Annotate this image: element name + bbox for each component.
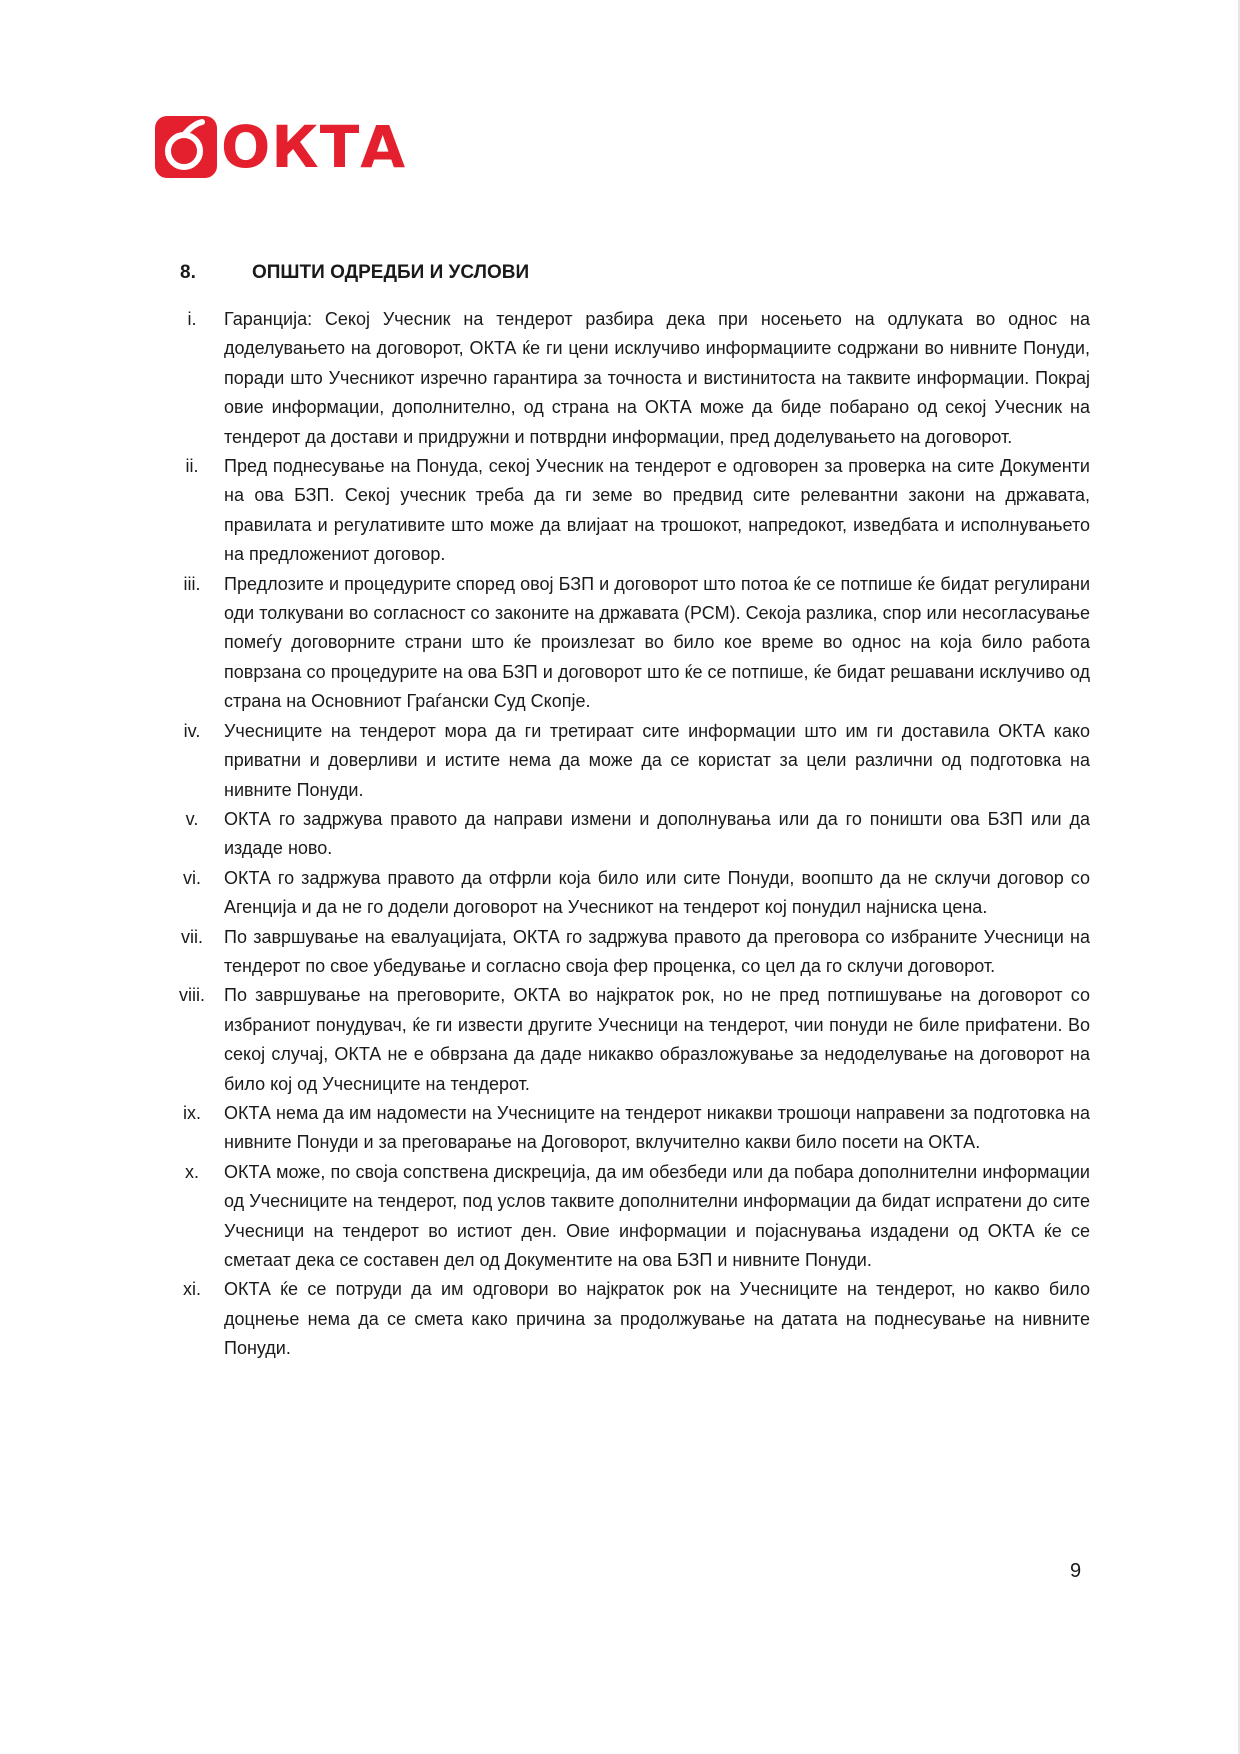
item-text: ОКТА нема да им надомести на Учесниците на тендерот никакви трошоци направени за подготовка на нивните Понуди и за преговарање на Договорот, вклучително какви било посети на ОКТА. [224, 1102, 1090, 1153]
page-number: 9 [1070, 1560, 1082, 1582]
list-item [160, 717, 1090, 805]
list-item [160, 1099, 1090, 1158]
item-marker: viii. [179, 985, 205, 1006]
item-text: По завршување на евалуацијата, ОКТА го задржува правото да преговора со избраните Учесници на тендерот по свое убедување и согласно своја фер проценка, со цел да го склучи договорот. [224, 926, 1090, 976]
list-item [160, 923, 1090, 982]
item-marker: iii. [183, 573, 201, 594]
section-number: 8. [180, 262, 196, 283]
list-item [160, 864, 1090, 923]
conditions-list [160, 305, 1090, 1364]
item-marker: ii. [185, 456, 199, 477]
item-text: Гаранција: Секој Учесник на тендерот разбира дека при носењето на одлуката во однос на доделувањето на договорот, ОКТА ќе ги цени исклучиво информациите содржани во нивните Понуди, поради што Учесникот изречно гарантира за точноста и вистинитоста на таквите информации. Покрај овие информации, дополнително, од страна на ОКТА може да биде побарано од секој Учесник на тендерот да достави и придружни и потврдни информации, пред доделувањето на договорот. [224, 309, 1090, 447]
item-marker: iv. [183, 720, 201, 741]
okta-logo [155, 113, 407, 181]
okta-logo-text: ОКТА [221, 113, 407, 181]
item-marker: ix. [183, 1102, 201, 1123]
section-title: ОПШТИ ОДРЕДБИ И УСЛОВИ [252, 262, 530, 283]
item-marker: i. [187, 309, 197, 329]
list-item [160, 981, 1090, 1099]
item-text: ОКТА може, по своја сопствена дискреција, да им обезбеди или да побара дополнителни информации од Учесниците на тендерот, под услов таквите дополнителни информации да бидат испратени до сите Учесници на тендерот во истиот ден. Овие информации и појаснувања издадени од ОКТА ќе се сметаат дека се составен дел од Документите на ова БЗП и нивните Понуди. [224, 1161, 1090, 1270]
item-text: Учесниците на тендерот мора да ги третираат сите информации што им ги доставила ОКТА како приватни и доверливи и истите нема да може да се користат за цели различни од подготовка на нивните Понуди. [224, 720, 1090, 800]
item-text: Пред поднесување на Понуда, секој Учесник на тендерот е одговорен за проверка на сите Документи на ова БЗП. Секој учесник треба да ги земе во предвид сите релевантни закони на државата, правилата и регулативите што може да влијаат на трошокот, напредокот, изведбата и исполнувањето на предложениот договор. [224, 456, 1090, 565]
list-item [160, 1275, 1090, 1363]
list-item [160, 305, 1090, 452]
item-text: ОКТА ќе се потруди да им одговори во најкраток рок на Учесниците на тендерот, но какво било доцнење нема да се смета како причина за продолжување на датата на поднесување на нивните Понуди. [224, 1279, 1090, 1359]
item-text: ОКТА го задржува правото да направи измени и дополнувања или да го поништи ова БЗП или да издаде ново. [224, 808, 1090, 859]
item-text: Предлозите и процедурите според овој БЗП и договорот што потоа ќе се потпише ќе бидат регулирани оди толкувани во согласност со законите на државата (РСМ). Секоја разлика, спор или несогласување помеѓу договорните страни што ќе произлезат во било кое време во однос на која било работа поврзана со процедурите на ова БЗП и договорот што ќе се потпише, ќе бидат решавани исклучиво од страна на Основниот Граѓански Суд Скопје. [224, 573, 1090, 712]
section-heading [180, 262, 529, 284]
item-marker: vi. [183, 867, 201, 888]
item-marker: v. [185, 808, 199, 829]
list-item [160, 1158, 1090, 1276]
list-item [160, 452, 1090, 570]
list-item [160, 805, 1090, 864]
item-marker: vii. [181, 926, 203, 947]
item-marker: xi. [183, 1279, 201, 1300]
item-text: ОКТА го задржува правото да отфрли која било или сите Понуди, воопшто да не склучи договор со Агенција и да не го додели договорот на Учесникот на тендерот кој понудил најниска цена. [224, 867, 1090, 918]
okta-drop-icon [155, 116, 217, 178]
list-item [160, 570, 1090, 717]
item-text: По завршување на преговорите, ОКТА во најкраток рок, но не пред потпишување на договорот со избраниот понудувач, ќе ги извести другите Учесници на тендерот, чии понуди не биле прифатени. Во секој случај, ОКТА не е обврзана да даде никакво образложување за недоделување на договорот на било кој од Учесниците на тендерот. [224, 985, 1090, 1094]
item-marker: x. [184, 1161, 199, 1182]
